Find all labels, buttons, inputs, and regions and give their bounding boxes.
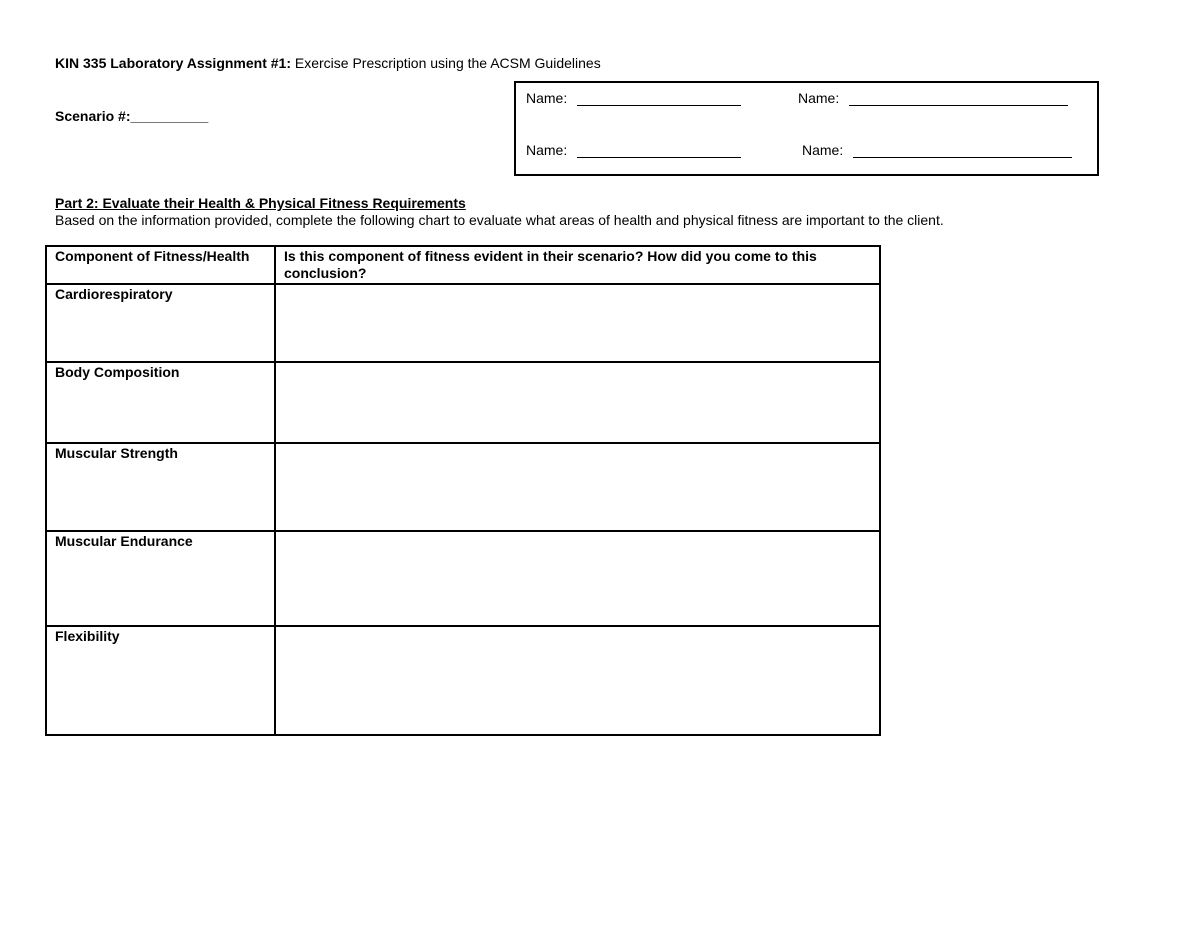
- name-field-3[interactable]: [526, 142, 741, 158]
- name-blank-line[interactable]: [849, 91, 1068, 106]
- header-evidence: Is this component of fitness evident in their scenario? How did you come to this conclusion?: [275, 246, 880, 284]
- header-component: Component of Fitness/Health: [46, 246, 275, 284]
- title-course: KIN 335 Laboratory Assignment #1:: [55, 55, 291, 71]
- component-label: Flexibility: [46, 626, 275, 735]
- component-label: Body Composition: [46, 362, 275, 443]
- scenario-field[interactable]: Scenario #:__________: [55, 108, 209, 124]
- name-label: Name:: [802, 142, 844, 158]
- table-row: [46, 626, 880, 735]
- component-label: Muscular Endurance: [46, 531, 275, 626]
- component-label: Cardiorespiratory: [46, 284, 275, 362]
- table-row: [46, 443, 880, 531]
- name-field-2[interactable]: [798, 90, 1068, 106]
- name-field-4[interactable]: [802, 142, 1072, 158]
- name-blank-line[interactable]: [577, 143, 741, 158]
- part2-heading: Part 2: Evaluate their Health & Physical Fitness Requirements: [55, 195, 466, 211]
- response-cell[interactable]: [275, 531, 880, 626]
- name-blank-line[interactable]: [577, 91, 741, 106]
- name-blank-line[interactable]: [853, 143, 1072, 158]
- response-cell[interactable]: [275, 626, 880, 735]
- name-label: Name:: [798, 90, 840, 106]
- document-title: [55, 55, 601, 71]
- names-box: [514, 81, 1099, 176]
- table-header-row: [46, 246, 880, 284]
- name-label: Name:: [526, 142, 568, 158]
- name-label: Name:: [526, 90, 568, 106]
- table-row: [46, 362, 880, 443]
- component-label: Muscular Strength: [46, 443, 275, 531]
- title-subject: Exercise Prescription using the ACSM Guidelines: [291, 55, 601, 71]
- fitness-evaluation-table: [45, 245, 881, 736]
- response-cell[interactable]: [275, 362, 880, 443]
- part2-instructions: Based on the information provided, complete the following chart to evaluate what areas of health and physical fitness are important to the client.: [55, 212, 944, 228]
- table-row: [46, 531, 880, 626]
- response-cell[interactable]: [275, 284, 880, 362]
- name-field-1[interactable]: [526, 90, 741, 106]
- table-row: [46, 284, 880, 362]
- response-cell[interactable]: [275, 443, 880, 531]
